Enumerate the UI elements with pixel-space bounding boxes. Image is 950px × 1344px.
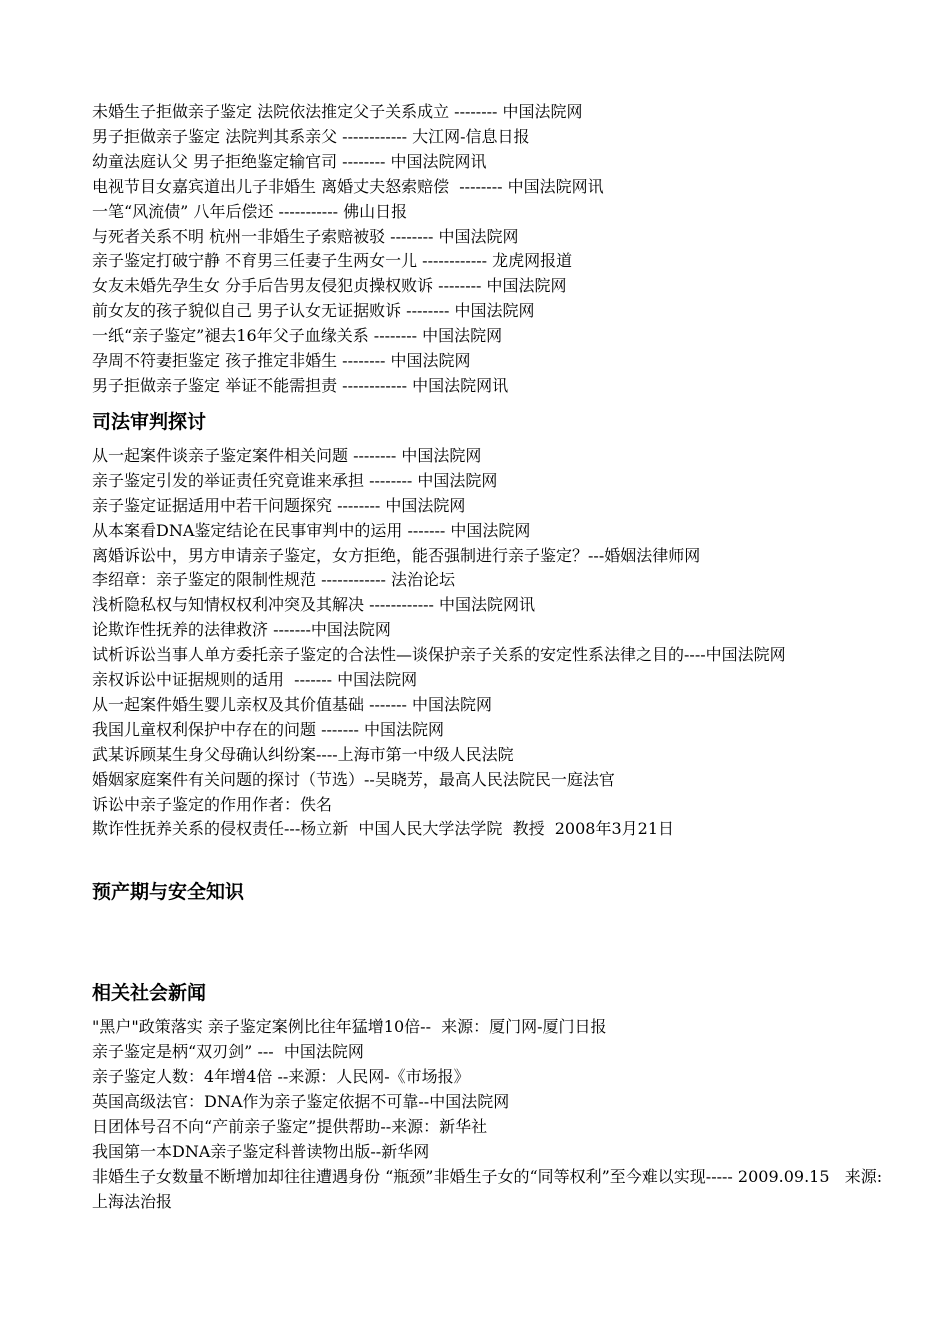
section-heading-news: 相关社会新闻: [92, 982, 207, 1005]
judicial-item: 试析诉讼当事人单方委托亲子鉴定的合法性—谈保护亲子关系的安定性系法律之目的----中国法院网: [92, 645, 786, 665]
judicial-item: 论欺诈性抚养的法律救济 -------中国法院网: [92, 620, 391, 640]
judicial-item: 武某诉顾某生身父母确认纠纷案----上海市第一中级人民法院: [92, 744, 514, 764]
judicial-item: 亲子鉴定证据适用中若干问题探究 -------- 中国法院网: [92, 495, 466, 515]
case-item: 一笔“风流债” 八年后偿还 ----------- 佛山日报: [92, 201, 408, 221]
judicial-item: 李绍章：亲子鉴定的限制性规范 ------------ 法治论坛: [92, 570, 456, 590]
document-page: [92, 100, 892, 1215]
news-item: 我国第一本DNA亲子鉴定科普读物出版--新华网: [92, 1141, 430, 1161]
news-item: 非婚生子女数量不断增加却往往遭遇身份 “瓶颈”非婚生子女的“同等权利”至今难以实现----- 2009.09.15 来源:上海法治报: [92, 1166, 883, 1211]
case-list: [92, 100, 892, 399]
case-item: 电视节目女嘉宾道出儿子非婚生 离婚丈夫怒索赔偿 -------- 中国法院网讯: [92, 176, 604, 196]
case-item: 幼童法庭认父 男子拒绝鉴定输官司 -------- 中国法院网讯: [92, 151, 487, 171]
case-item: 亲子鉴定打破宁静 不育男三任妻子生两女一儿 ------------ 龙虎网报道: [92, 251, 573, 271]
case-item: 孕周不符妻拒鉴定 孩子推定非婚生 -------- 中国法院网: [92, 351, 471, 371]
news-list: [92, 1015, 892, 1214]
judicial-list: [92, 444, 892, 843]
case-item: 一纸“亲子鉴定”褪去16年父子血缘关系 -------- 中国法院网: [92, 326, 503, 346]
judicial-item: 从一起案件婚生婴儿亲权及其价值基础 ------- 中国法院网: [92, 694, 493, 714]
case-item: 与死者关系不明 杭州一非婚生子索赔被驳 -------- 中国法院网: [92, 226, 519, 246]
judicial-item: 浅析隐私权与知情权权利冲突及其解决 ------------ 中国法院网讯: [92, 595, 536, 615]
judicial-item: 亲子鉴定引发的举证责任究竟谁来承担 -------- 中国法院网: [92, 470, 498, 490]
section-heading-judicial: 司法审判探讨: [92, 410, 207, 433]
judicial-item: 欺诈性抚养关系的侵权责任---杨立新 中国人民大学法学院 教授 2008年3月21日: [92, 819, 674, 839]
judicial-item: 诉讼中亲子鉴定的作用作者：佚名: [92, 794, 333, 814]
judicial-item: 离婚诉讼中，男方申请亲子鉴定，女方拒绝，能否强制进行亲子鉴定？---婚姻法律师网: [92, 545, 701, 565]
section-heading-due-date: 预产期与安全知识: [92, 881, 245, 904]
news-item: "黑户"政策落实 亲子鉴定案例比往年猛增10倍-- 来源：厦门网-厦门日报: [92, 1017, 607, 1037]
judicial-item: 从本案看DNA鉴定结论在民事审判中的运用 ------- 中国法院网: [92, 520, 531, 540]
judicial-item: 从一起案件谈亲子鉴定案件相关问题 -------- 中国法院网: [92, 445, 482, 465]
case-item: 男子拒做亲子鉴定 举证不能需担责 ------------ 中国法院网讯: [92, 375, 509, 395]
news-item: 英国高级法官：DNA作为亲子鉴定依据不可靠--中国法院网: [92, 1092, 510, 1112]
judicial-item: 我国儿童权利保护中存在的问题 ------- 中国法院网: [92, 719, 445, 739]
case-item: 前女友的孩子貌似自己 男子认女无证据败诉 -------- 中国法院网: [92, 301, 535, 321]
judicial-item: 亲权诉讼中证据规则的适用 ------- 中国法院网: [92, 670, 418, 690]
news-item: 日团体号召不向“产前亲子鉴定”提供帮助--来源：新华社: [92, 1117, 488, 1136]
case-item: 女友未婚先孕生女 分手后告男友侵犯贞操权败诉 -------- 中国法院网: [92, 276, 567, 296]
news-item: 亲子鉴定是柄“双刃剑” --- 中国法院网: [92, 1042, 364, 1062]
case-item: 男子拒做亲子鉴定 法院判其系亲父 ------------ 大江网-信息日报: [92, 126, 530, 146]
news-item: 亲子鉴定人数：4年增4倍 --来源：人民网-《市场报》: [92, 1067, 470, 1087]
case-item: 未婚生子拒做亲子鉴定 法院依法推定父子关系成立 -------- 中国法院网: [92, 102, 583, 121]
judicial-item: 婚姻家庭案件有关问题的探讨（节选）--吴晓芳，最高人民法院民一庭法官: [92, 769, 615, 789]
